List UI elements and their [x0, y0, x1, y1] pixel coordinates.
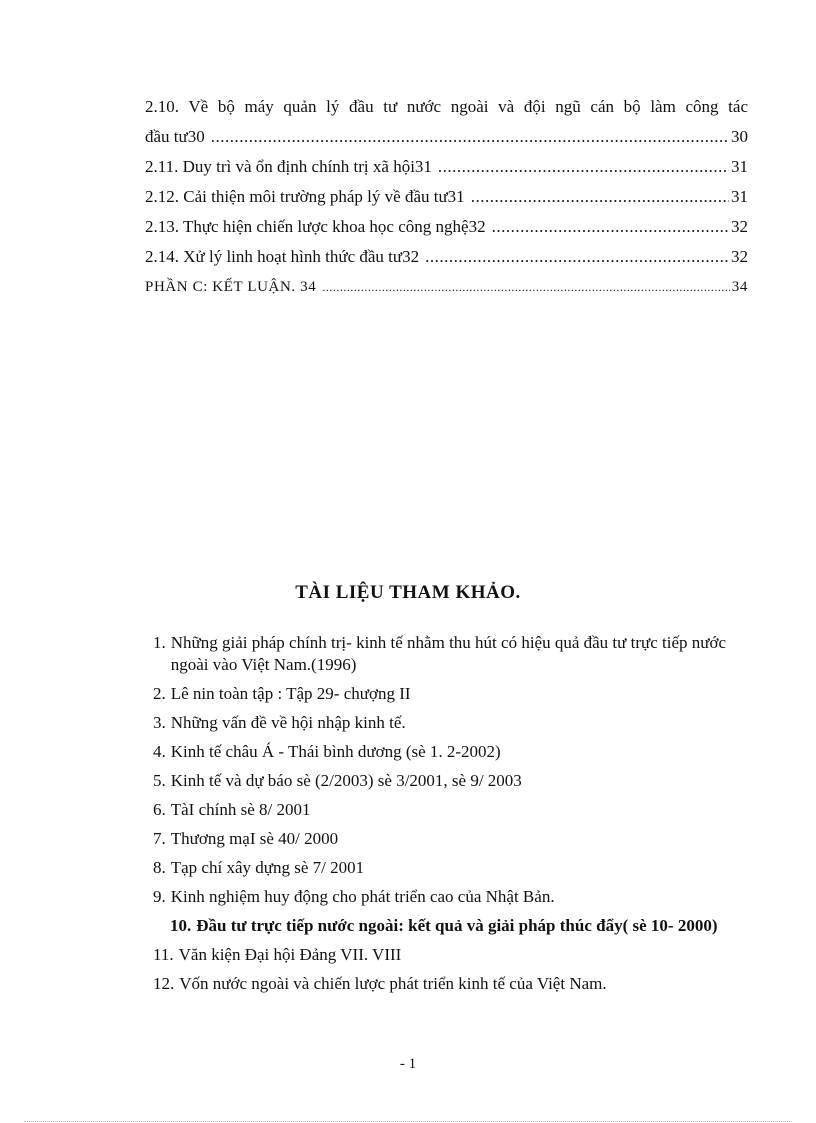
toc-leader-dots [425, 242, 729, 272]
toc-entry-2-10-first-line: 2.10. Về bộ máy quản lý đầu tư nước ngoài và đội ngũ cán bộ làm công tác [145, 97, 748, 116]
toc-entry-label: 2.14. Xử lý linh hoạt hình thức đầu tư32 [145, 247, 420, 266]
list-item-number: 1. [153, 633, 166, 652]
list-item-text: Kinh tế và dự báo sè (2/2003) sè 3/2001, sè 9/ 2003 [170, 771, 522, 790]
list-item-number: 4. [153, 742, 166, 761]
list-item [153, 632, 748, 676]
list-item-number: 12. [153, 974, 175, 993]
list-item-number: 2. [153, 684, 166, 703]
list-item-number: 8. [153, 858, 166, 877]
list-item [153, 712, 748, 734]
list-item-text: Văn kiện Đại hội Đảng VII. VIII [178, 945, 402, 964]
toc-entry-page: 32 [731, 247, 748, 266]
page-bottom-divider [24, 1121, 792, 1122]
toc-entry[interactable] [145, 182, 748, 212]
page-number: - 1 [399, 1056, 417, 1072]
toc-entry-page: 30 [731, 127, 748, 146]
toc-entry-page: 31 [731, 187, 748, 206]
toc-leader-dots [211, 122, 729, 152]
list-item [153, 944, 748, 966]
list-item-text: TàI chính sè 8/ 2001 [170, 800, 311, 819]
list-item-number: 5. [153, 771, 166, 790]
toc-entry[interactable] [145, 212, 748, 242]
toc-leader-dots [322, 272, 729, 302]
list-item-text: Những giải pháp chính trị- kinh tế nhằm thu hút có hiệu quả đầu tư trực tiếp nước ngoài vào Việt Nam.(1996) [170, 633, 726, 674]
list-item-text: Kinh nghiệm huy động cho phát triển cao của Nhật Bản. [170, 887, 555, 906]
references-list [153, 632, 748, 1002]
list-item-text: Tạp chí xây dựng sè 7/ 2001 [170, 858, 365, 877]
list-item-number: 10. [170, 916, 192, 935]
list-item-number: 6. [153, 800, 166, 819]
toc-entry-label: đầu tư30 [145, 127, 205, 146]
toc-entry-page: 32 [731, 217, 748, 236]
table-of-contents [145, 92, 748, 302]
list-item-bold [170, 915, 748, 937]
toc-entry[interactable] [145, 152, 748, 182]
toc-entry[interactable] [145, 122, 748, 152]
list-item [153, 828, 748, 850]
list-item-number: 9. [153, 887, 166, 906]
references-title: TÀI LIỆU THAM KHẢO. [295, 582, 521, 603]
list-item [153, 886, 748, 908]
list-item [153, 770, 748, 792]
list-item [153, 973, 748, 995]
list-item-text: Lê nin toàn tập : Tập 29- chượng II [170, 684, 411, 703]
toc-entry-label: PHẦN C: KẾT LUẬN. 34 [145, 279, 317, 295]
toc-entry-label: 2.11. Duy trì và ổn định chính trị xã hội31 [145, 157, 432, 176]
list-item [153, 857, 748, 879]
list-item-number: 11. [153, 945, 174, 964]
toc-entry-page: 31 [731, 157, 748, 176]
list-item-text: Kinh tế châu Á - Thái bình dương (sè 1. 2-2002) [170, 742, 501, 761]
toc-entry-conclusion[interactable] [145, 272, 748, 302]
toc-entry-label: 2.12. Cải thiện môi trường pháp lý về đầu tư31 [145, 187, 465, 206]
list-item [153, 799, 748, 821]
list-item-text: Đầu tư trực tiếp nước ngoài: kết quả và giải pháp thúc đẩy( sè 10- 2000) [196, 916, 718, 935]
toc-entry-page: 34 [731, 279, 748, 295]
list-item-text: Những vấn đề về hội nhập kinh tế. [170, 713, 406, 732]
list-item-text: Vốn nước ngoài và chiến lược phát triển kinh tế của Việt Nam. [179, 974, 607, 993]
list-item-number: 3. [153, 713, 166, 732]
list-item [153, 741, 748, 763]
list-item [153, 683, 748, 705]
toc-leader-dots [438, 152, 729, 182]
toc-entry-label: 2.13. Thực hiện chiến lược khoa học công nghệ32 [145, 217, 486, 236]
list-item-text: Thương mạI sè 40/ 2000 [170, 829, 339, 848]
toc-leader-dots [471, 182, 729, 212]
toc-entry[interactable] [145, 242, 748, 272]
toc-leader-dots [492, 212, 729, 242]
list-item-number: 7. [153, 829, 166, 848]
